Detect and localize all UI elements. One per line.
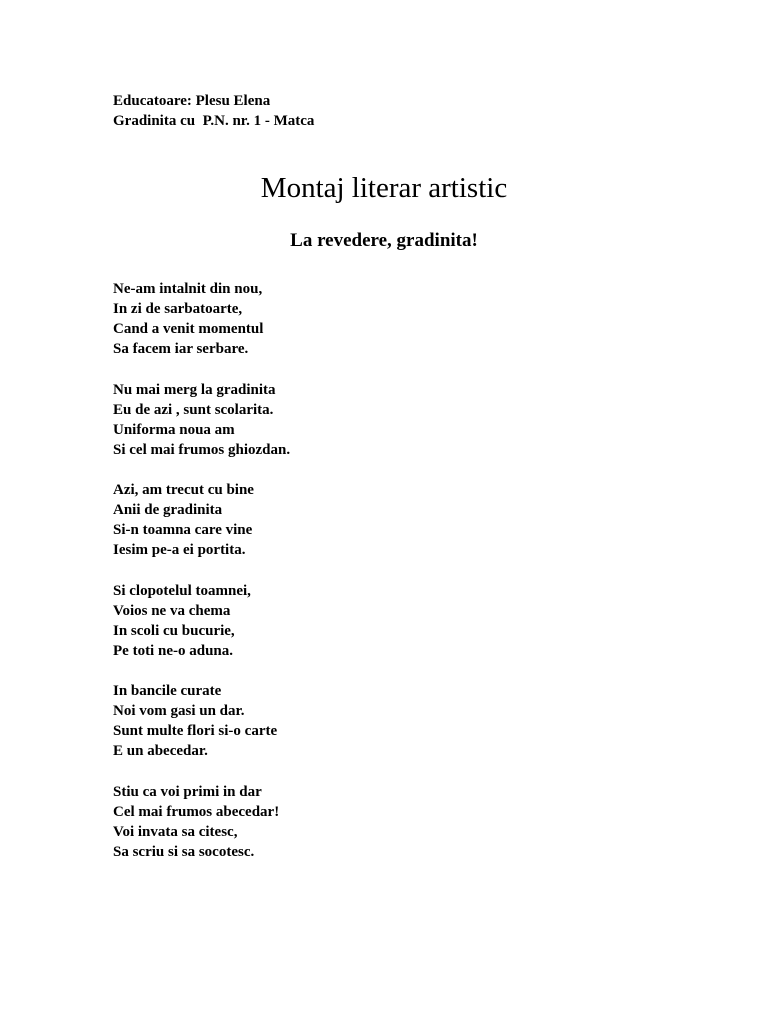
verse-line: Iesim pe-a ei portita.	[113, 542, 246, 558]
verse-line: Si clopotelul toamnei,	[113, 582, 251, 599]
verse-line: Nu mai merg la gradinita	[113, 381, 276, 398]
stanza	[113, 480, 290, 560]
poem-title: La revedere, gradinita!	[290, 230, 478, 251]
verse-line: Sa scriu si sa socotesc.	[113, 843, 255, 860]
verse-line: Noi vom gasi un dar.	[113, 703, 245, 719]
document-title: Montaj literar artistic	[260, 172, 508, 204]
stanza	[113, 380, 290, 460]
verse-line: Sa facem iar serbare.	[113, 341, 249, 357]
verse-line: Azi, am trecut cu bine	[113, 482, 254, 498]
document-header	[113, 91, 314, 131]
stanza	[113, 581, 290, 661]
verse-line: Cand a venit momentul	[113, 321, 264, 337]
educator-name: Educatoare: Plesu Elena	[113, 93, 271, 109]
verse-line: Ne-am intalnit din nou,	[113, 281, 263, 297]
verse-line: Eu de azi , sunt scolarita.	[113, 401, 274, 418]
kindergarten-name: Gradinita cu P.N. nr. 1 - Matca	[113, 113, 315, 129]
verse-line: Anii de gradinita	[113, 502, 223, 518]
stanza	[113, 681, 290, 761]
poem	[113, 279, 290, 882]
verse-line: Si cel mai frumos ghiozdan.	[113, 441, 291, 458]
verse-line: In bancile curate	[113, 683, 222, 699]
verse-line: In zi de sarbatoarte,	[113, 301, 243, 317]
verse-line: Sunt multe flori si-o carte	[113, 723, 278, 739]
verse-line: Stiu ca voi primi in dar	[113, 783, 262, 800]
verse-line: Pe toti ne-o aduna.	[113, 642, 233, 659]
stanza	[113, 782, 290, 862]
verse-line: Si-n toamna care vine	[113, 522, 253, 538]
verse-line: Voi invata sa citesc,	[113, 823, 238, 840]
verse-line: E un abecedar.	[113, 743, 208, 759]
verse-line: Cel mai frumos abecedar!	[113, 803, 280, 820]
verse-line: In scoli cu bucurie,	[113, 622, 235, 639]
stanza	[113, 279, 290, 359]
verse-line: Uniforma noua am	[113, 421, 235, 438]
verse-line: Voios ne va chema	[113, 602, 231, 619]
